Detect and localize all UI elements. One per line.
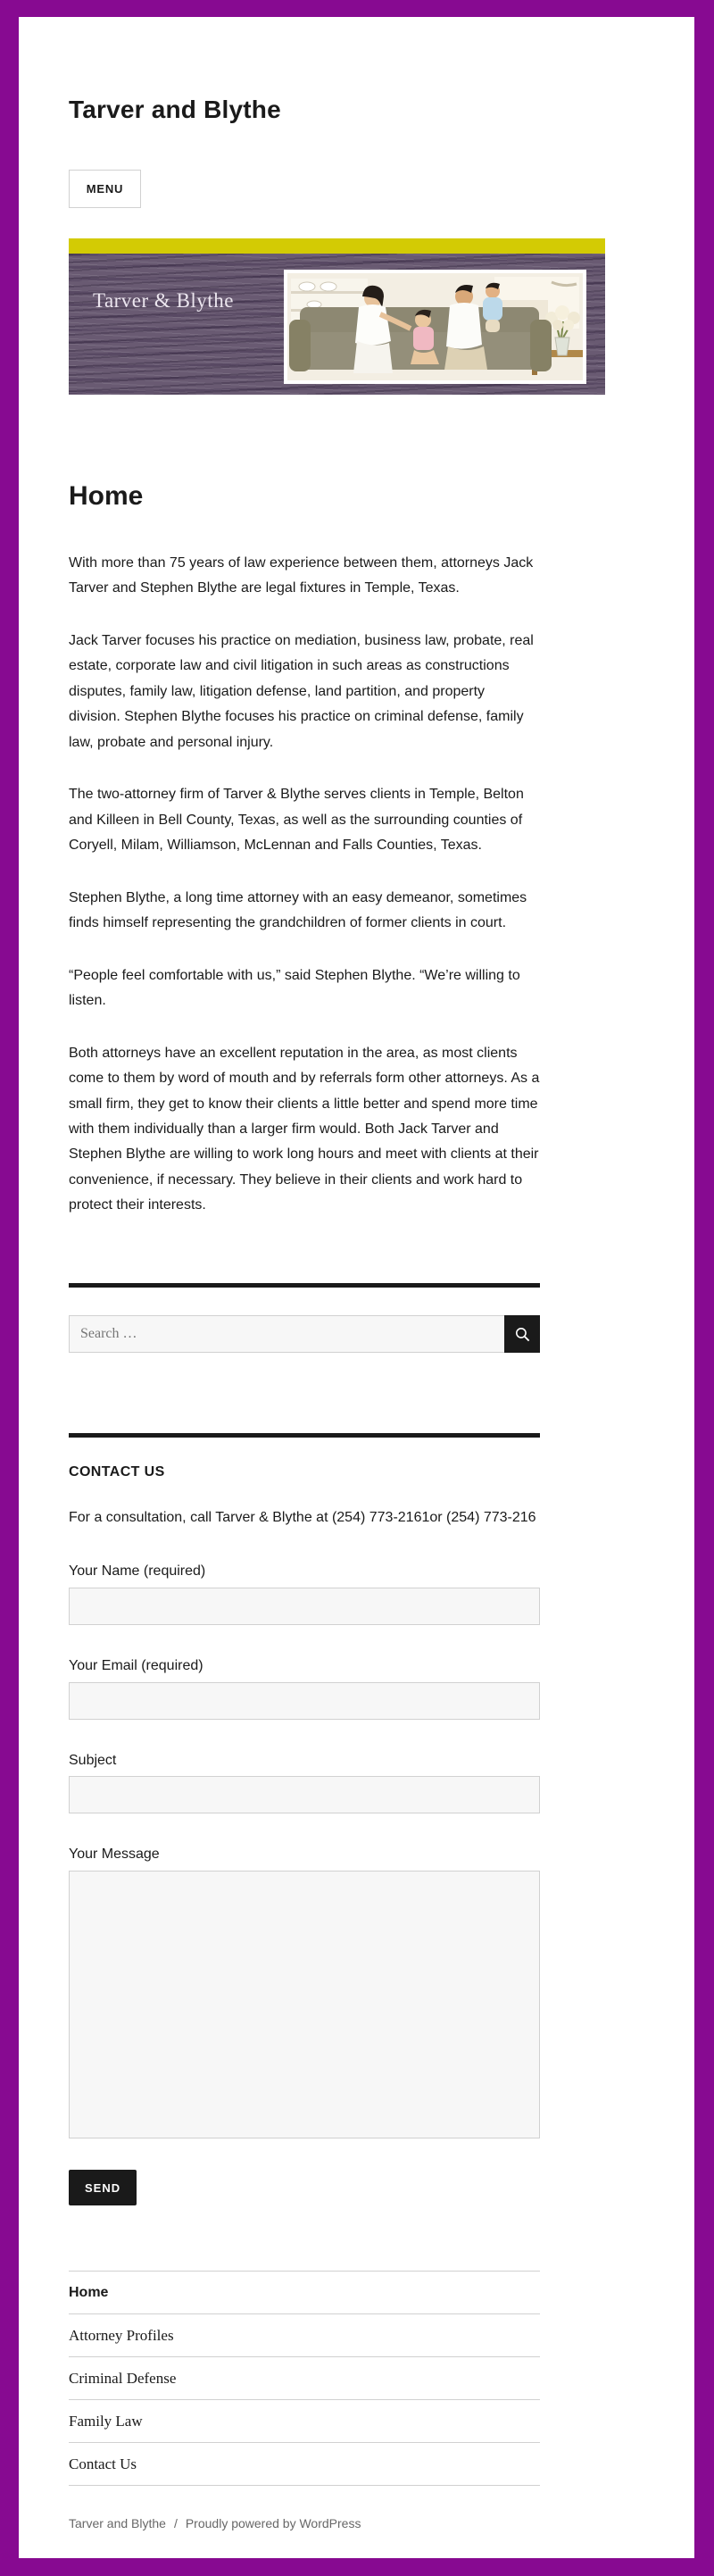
subject-label: Subject bbox=[69, 1752, 117, 1768]
site-info bbox=[69, 2516, 361, 2530]
banner-yellow-stripe bbox=[69, 238, 605, 254]
contact-widget-title: CONTACT US bbox=[69, 1464, 165, 1480]
family-photo-illustration bbox=[287, 273, 583, 380]
paragraph: Jack Tarver focuses his practice on mediation, business law, probate, real estate, corporate law and civil litigation in such areas as constructions disputes, family law, litigation defense, land partition, and property division. Stephen Blythe focuses his practice on criminal defense, family law, probate and personal injury. bbox=[69, 632, 534, 750]
footer-nav-criminal-defense[interactable]: Criminal Defense bbox=[69, 2357, 540, 2400]
page-title: Home bbox=[69, 481, 144, 511]
menu-button[interactable]: MENU bbox=[69, 170, 141, 208]
footer-nav-home[interactable]: Home bbox=[69, 2272, 540, 2314]
header-banner bbox=[69, 238, 605, 395]
footer-site-name-link[interactable]: Tarver and Blythe bbox=[69, 2516, 166, 2530]
powered-by-link[interactable]: Proudly powered by WordPress bbox=[185, 2516, 361, 2530]
footer-nav-family-law[interactable]: Family Law bbox=[69, 2400, 540, 2443]
search-button[interactable] bbox=[504, 1315, 540, 1353]
paragraph: Stephen Blythe, a long time attorney with an easy demeanor, sometimes finds himself representing the grandchildren of former clients in court. bbox=[69, 889, 527, 931]
site-page bbox=[19, 17, 694, 2558]
contact-widget bbox=[69, 1433, 540, 2205]
message-field-group bbox=[69, 1846, 540, 2143]
toddler-figure bbox=[483, 283, 502, 332]
site-title[interactable]: Tarver and Blythe bbox=[69, 96, 281, 123]
banner-water-background bbox=[69, 254, 605, 395]
footer-nav-contact-us[interactable]: Contact Us bbox=[69, 2443, 540, 2486]
email-label: Your Email (required) bbox=[69, 1657, 203, 1673]
paragraph: With more than 75 years of law experience between them, attorneys Jack Tarver and Stephen Blythe are legal fixtures in Temple, Texas. bbox=[69, 555, 534, 596]
search-icon bbox=[514, 1326, 531, 1343]
email-input[interactable] bbox=[69, 1682, 540, 1720]
name-label: Your Name (required) bbox=[69, 1563, 206, 1579]
paragraph: The two-attorney firm of Tarver & Blythe serves clients in Temple, Belton and Killeen in Bell County, Texas, as well as the surrounding counties of Coryell, Milam, Williamson, McLennan and Falls Counties, Texas. bbox=[69, 787, 524, 854]
send-button[interactable]: SEND bbox=[69, 2170, 137, 2205]
family-photo bbox=[284, 270, 586, 384]
contact-intro: For a consultation, call Tarver & Blythe at (254) 773-2161or (254) 773-216 bbox=[69, 1510, 536, 1525]
search-form bbox=[69, 1315, 540, 1353]
subject-field-group bbox=[69, 1752, 540, 1814]
page-content bbox=[69, 551, 540, 1246]
paragraph: Both attorneys have an excellent reputation in the area, as most clients come to them by word of mouth and by referrals form other attorneys. As a small firm, they get to know their clients a little better and spend more time with them individually than a larger firm would. Both Jack Tarver and Stephen Blythe are willing to work long hours and meet with clients at their convenience, if necessary. They believe in their clients and work hard to protect their interests. bbox=[69, 1045, 540, 1213]
footer-nav-attorney-profiles[interactable]: Attorney Profiles bbox=[69, 2314, 540, 2357]
banner-firm-name: Tarver & Blythe bbox=[93, 289, 234, 312]
search-input[interactable] bbox=[69, 1315, 504, 1353]
subject-input[interactable] bbox=[69, 1776, 540, 1813]
name-input[interactable] bbox=[69, 1588, 540, 1625]
email-field-group bbox=[69, 1657, 540, 1720]
footer-separator: / bbox=[173, 2516, 178, 2530]
message-textarea[interactable] bbox=[69, 1871, 540, 2138]
search-widget bbox=[69, 1283, 540, 1353]
paragraph: “People feel comfortable with us,” said Stephen Blythe. “We’re willing to listen. bbox=[69, 967, 520, 1009]
footer-nav bbox=[69, 2271, 540, 2486]
message-label: Your Message bbox=[69, 1847, 160, 1863]
name-field-group bbox=[69, 1563, 540, 1625]
